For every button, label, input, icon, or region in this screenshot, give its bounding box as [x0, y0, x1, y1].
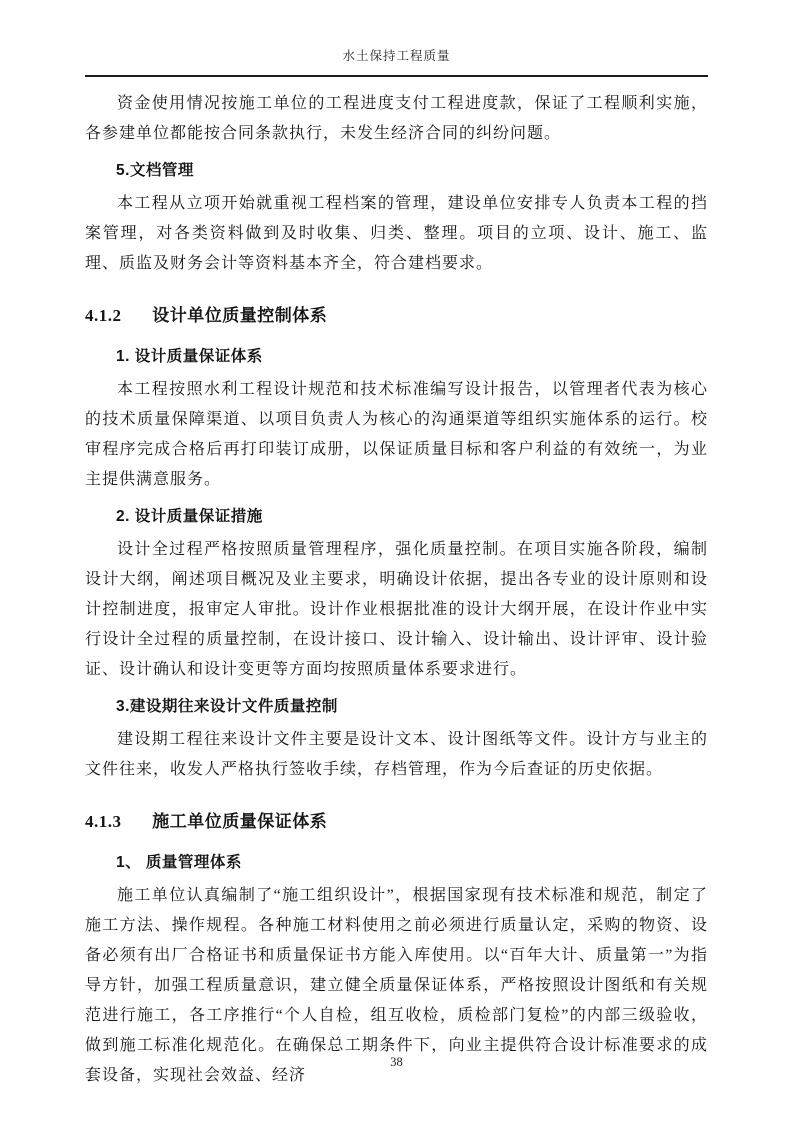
running-header-title: 水土保持工程质量	[342, 49, 451, 63]
heading-design-quality-measures: 2. 设计质量保证措施	[116, 508, 263, 525]
page-number: 38	[390, 1055, 403, 1069]
section-heading-4-1-3	[85, 805, 708, 839]
section-number: 4.1.2	[85, 306, 122, 325]
paragraph-construction-period-documents: 建设期工程往来设计文件主要是设计文本、设计图纸等文件。设计方与业主的文件往来，收发人严格执行签收手续，存档管理，作为今后查证的历史依据。	[85, 731, 708, 778]
paragraph-design-quality-system: 本工程按照水利工程设计规范和技术标准编写设计报告，以管理者代表为核心的技术质量保障渠道、以项目负责人为核心的沟通渠道等组织实施体系的运行。校审程序完成合格后再打印装订成册，以保证质量目标和客户利益的有效统一，为业主提供满意服务。	[85, 381, 708, 488]
section-title: 施工单位质量保证体系	[152, 812, 328, 831]
page-footer	[0, 1055, 793, 1070]
heading-document-management: 5.文档管理	[116, 162, 194, 179]
paragraph-document-management: 本工程从立项开始就重视工程档案的管理，建设单位安排专人负责本工程的挡案管理，对各类资料做到及时收集、归类、整理。项目的立项、设计、施工、监理、质监及财务会计等资料基本齐全，符合建档要求。	[85, 195, 708, 272]
paragraph-funding-usage: 资金使用情况按施工单位的工程进度支付工程进度款，保证了工程顺利实施，各参建单位都能按合同条款执行，未发生经济合同的纠纷问题。	[85, 95, 708, 142]
heading-construction-period-documents: 3.建设期往来设计文件质量控制	[116, 698, 338, 715]
heading-quality-management-system: 1、 质量管理体系	[116, 854, 242, 871]
document-body	[85, 77, 708, 1091]
page-header	[85, 0, 708, 77]
paragraph-design-quality-measures: 设计全过程严格按照质量管理程序，强化质量控制。在项目实施各阶段，编制设计大纲，阐述项目概况及业主要求，明确设计依据，提出各专业的设计原则和设计控制进度，报审定人审批。设计作业根据批准的设计大纲开展，在设计作业中实行设计全过程的质量控制，在设计接口、设计输入、设计输出、设计评审、设计验证、设计确认和设计变更等方面均按照质量体系要求进行。	[85, 541, 708, 678]
section-title: 设计单位质量控制体系	[152, 306, 328, 325]
paragraph-quality-management-system: 施工单位认真编制了“施工组织设计”，根据国家现有技术标准和规范，制定了施工方法、操作规程。各种施工材料使用之前必须进行质量认定，采购的物资、设备必须有出厂合格证书和质量保证书方能入库使用。以“百年大计、质量第一”为指导方针，加强工程质量意识，建立健全质量保证体系，严格按照设计图纸和有关规范进行施工，各工序推行“个人自检，组互收检，质检部门复检”的内部三级验收，做到施工标准化规范化。在确保总工期条件下，向业主提供符合设计标准要求的成套设备，实现社会效益、经济	[85, 887, 708, 1084]
section-heading-4-1-2	[85, 299, 708, 333]
heading-design-quality-system: 1. 设计质量保证体系	[116, 348, 263, 365]
section-number: 4.1.3	[85, 812, 122, 831]
